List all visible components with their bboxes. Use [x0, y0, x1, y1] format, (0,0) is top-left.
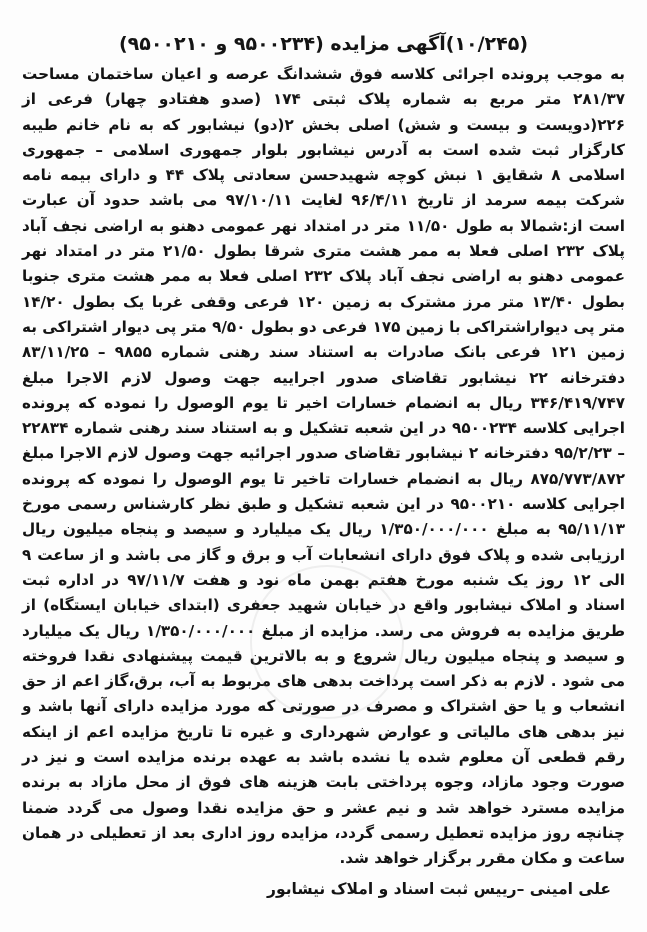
notice-signature: علی امینی –رییس ثبت اسناد و املاک نیشابور [267, 879, 611, 898]
notice-body: به موجب پرونده اجرائی کلاسه فوق ششدانگ عرصه و اعیان ساختمان مساحت ۲۸۱/۳۷ متر مربع به شماره پلاک ثبتی ۱۷۴ (صدو هفتادو چهار) فرعی از ۲۲۶(دویست و بیست و شش) اصلی بخش ۲(دو) نیشابور که به نام خانم طیبه کارگزار ثبت شده است به آدرس نیشابور بلوار جمهوری اسلامی – جمهوری اسلامی ۸ شقایق ۱ نبش کوچه شهیدحسن سعادتی پلاک ۴۴ و دارای بیمه نامه شرکت بیمه سرمد از تاریخ ۹۶/۴/۱۱ لغایت ۹۷/۱۰/۱۱ می باشد حدود آن عبارت است از:شمالا به طول ۱۱/۵۰ متر در امتداد نهر عمومی دهنو به اراضی نجف آباد پلاک ۲۳۲ اصلی فعلا به ممر هشت متری شرقا بطول ۲۱/۵۰ متر در امتداد نهر عمومی دهنو به اراضی نجف آباد پلاک ۲۳۲ اصلی فعلا به ممر هشت متری جنوبا بطول ۱۳/۴۰ متر مرز مشترک به زمین ۱۲۰ فرعی وقفی غربا یک بطول ۱۴/۲۰ متر پی دیواراشتراکی با زمین ۱۷۵ فرعی دو بطول ۹/۵۰ متر پی دیوار اشتراکی به زمین ۱۲۱ فرعی بانک صادرات به استناد سند رهنی شماره ۹۸۵۵ – ۸۳/۱۱/۲۵ دفترخانه ۲۲ نیشابور تقاضای صدور اجراییه جهت وصول لازم الاجرا مبلغ ۳۴۶/۴۱۹/۷۴۷ ریال به انضمام خسارات اخیر تا یوم الوصول را نموده که پرونده اجرایی کلاسه ۹۵۰۰۲۳۴ در این شعبه تشکیل و به استناد سند رهنی شماره ۲۲۸۳۴ – ۹۵/۲/۲۳ دفترخانه ۲ نیشابور تقاضای صدور اجرائیه جهت وصول لازم الاجرا مبلغ ۸۷۵/۷۷۳/۸۷۲ ریال به انضمام خسارات تاخیر تا یوم الوصول را نموده که پرونده اجرایی کلاسه ۹۵۰۰۲۱۰ در این شعبه تشکیل و طبق نظر کارشناس رسمی مورخ ۹۵/۱۱/۱۳ به مبلغ ۱/۳۵۰/۰۰۰/۰۰۰ ریال یک میلیارد و سیصد و پنجاه میلیون ریال ارزیابی شده و پلاک فوق دارای انشعابات آب و برق و گاز می باشد و از ساعت ۹ الی ۱۲ روز یک شنبه مورخ هفتم بهمن ماه نود و هفت ۹۷/۱۱/۷ در اداره ثبت اسناد و املاک نیشابور واقع در خیابان شهید جعفری (ابتدای خیابان ایستگاه) از طریق مزایده به فروش می رسد. مزایده از مبلغ ۱/۳۵۰/۰۰۰/۰۰۰ ریال یک میلیارد و سیصد و پنجاه میلیون ریال شروع و به بالاترین قیمت پیشنهادی نقدا فروخته می شود . لازم به ذکر است پرداخت بدهی های مربوط به آب، برق،گاز اعم از حق انشعاب و یا حق اشتراک و مصرف در صورتی که مورد مزایده دارای آنها باشد و نیز بدهی های مالیاتی و عوارض شهرداری و غیره تا تاریخ مزایده اعم از اینکه رقم قطعی آن معلوم شده یا نشده باشد به عهده برنده مزایده است و نیز در صورت وجود مازاد، وجوه پرداختی بابت هزینه های فوق از محل مازاد به برنده مزایده مسترد خواهد شد و نیم عشر و حق مزایده نقدا وصول می گردد ضمنا چنانچه روز مزایده تعطیل رسمی گردد، مزایده روز اداری بعد از تعطیلی در همان ساعت و مکان مقرر برگزار خواهد شد. [22, 65, 626, 868]
notice-title: (۱۰/۲۴۵)آگهی مزایده (۹۵۰۰۲۳۴ و ۹۵۰۰۲۱۰) [118, 33, 529, 55]
